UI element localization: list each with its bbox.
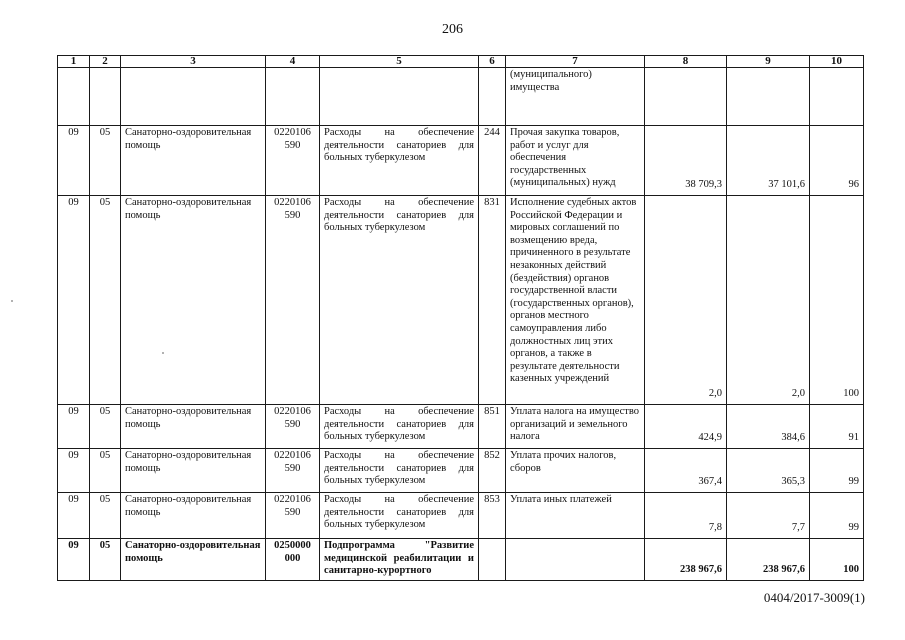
expense-type-code-cell: 852 xyxy=(479,449,506,493)
section-code-cell: 09 xyxy=(58,405,90,449)
planned-amount-cell: 367,4 xyxy=(645,449,727,493)
percent-cell: 100 xyxy=(810,196,864,405)
article-name-cell: Расходы на обеспечение деятельности санаториев для больных туберкулезом xyxy=(320,405,479,449)
target-article-cell: 0220106 590 xyxy=(266,493,320,539)
column-header: 5 xyxy=(320,56,479,68)
article-name-cell: Подпрограмма "Развитие медицинской реабилитации и санитарно-курортного xyxy=(320,539,479,581)
table-row xyxy=(58,493,864,539)
subsection-code-cell: 05 xyxy=(90,126,121,196)
subsection-code-cell: 05 xyxy=(90,449,121,493)
section-name-cell: Санаторно-оздоровительная помощь xyxy=(121,449,266,493)
subsection-code-cell xyxy=(90,68,121,126)
article-name-cell: Расходы на обеспечение деятельности санаториев для больных туберкулезом xyxy=(320,126,479,196)
expense-type-code-cell: 851 xyxy=(479,405,506,449)
actual-amount-cell: 365,3 xyxy=(727,449,810,493)
target-article-cell xyxy=(266,68,320,126)
column-header: 7 xyxy=(506,56,645,68)
expense-type-code-cell xyxy=(479,539,506,581)
planned-amount-cell: 2,0 xyxy=(645,196,727,405)
expense-type-name-cell: Прочая закупка товаров, работ и услуг для обеспечения государственных (муниципальных) нужд xyxy=(506,126,645,196)
table-row xyxy=(58,449,864,493)
section-code-cell xyxy=(58,68,90,126)
table-row xyxy=(58,539,864,581)
column-header: 2 xyxy=(90,56,121,68)
scan-speck xyxy=(11,300,13,302)
column-header: 9 xyxy=(727,56,810,68)
article-name-cell: Расходы на обеспечение деятельности санаториев для больных туберкулезом xyxy=(320,493,479,539)
percent-cell: 99 xyxy=(810,449,864,493)
article-name-cell: Расходы на обеспечение деятельности санаториев для больных туберкулезом xyxy=(320,196,479,405)
actual-amount-cell: 37 101,6 xyxy=(727,126,810,196)
planned-amount-cell: 7,8 xyxy=(645,493,727,539)
percent-cell: 91 xyxy=(810,405,864,449)
target-article-cell: 0220106 590 xyxy=(266,126,320,196)
actual-amount-cell: 2,0 xyxy=(727,196,810,405)
table-row xyxy=(58,126,864,196)
actual-amount-cell: 238 967,6 xyxy=(727,539,810,581)
subsection-code-cell: 05 xyxy=(90,493,121,539)
target-article-cell: 0220106 590 xyxy=(266,405,320,449)
expense-type-code-cell xyxy=(479,68,506,126)
expense-type-name-cell: (муниципального) имущества xyxy=(506,68,645,126)
section-code-cell: 09 xyxy=(58,449,90,493)
percent-cell: 100 xyxy=(810,539,864,581)
budget-table xyxy=(57,55,864,581)
expense-type-code-cell: 831 xyxy=(479,196,506,405)
column-header: 8 xyxy=(645,56,727,68)
actual-amount-cell xyxy=(727,68,810,126)
planned-amount-cell xyxy=(645,68,727,126)
scan-speck xyxy=(162,352,164,354)
percent-cell: 96 xyxy=(810,126,864,196)
subsection-code-cell: 05 xyxy=(90,405,121,449)
expense-type-name-cell: Исполнение судебных актов Российской Федерации и мировых соглашений по возмещению вреда, причиненного в результате незаконных действий (бездействия) органов государственной власти (государственных органов), органов местного самоуправления либо должностных лиц этих органов, а также в результате деятельности казенных учреждений xyxy=(506,196,645,405)
expense-type-code-cell: 244 xyxy=(479,126,506,196)
actual-amount-cell: 384,6 xyxy=(727,405,810,449)
column-header: 4 xyxy=(266,56,320,68)
table-row xyxy=(58,405,864,449)
planned-amount-cell: 38 709,3 xyxy=(645,126,727,196)
expense-type-name-cell: Уплата прочих налогов, сборов xyxy=(506,449,645,493)
section-name-cell: Санаторно-оздоровительная помощь xyxy=(121,539,266,581)
expense-type-name-cell: Уплата налога на имущество организаций и земельного налога xyxy=(506,405,645,449)
section-name-cell: Санаторно-оздоровительная помощь xyxy=(121,126,266,196)
column-header: 1 xyxy=(58,56,90,68)
column-header: 3 xyxy=(121,56,266,68)
table-row xyxy=(58,68,864,126)
section-name-cell xyxy=(121,68,266,126)
percent-cell: 99 xyxy=(810,493,864,539)
expense-type-name-cell: Уплата иных платежей xyxy=(506,493,645,539)
planned-amount-cell: 238 967,6 xyxy=(645,539,727,581)
section-code-cell: 09 xyxy=(58,196,90,405)
expense-type-name-cell xyxy=(506,539,645,581)
expense-type-code-cell: 853 xyxy=(479,493,506,539)
section-name-cell: Санаторно-оздоровительная помощь xyxy=(121,405,266,449)
percent-cell xyxy=(810,68,864,126)
column-header: 6 xyxy=(479,56,506,68)
section-code-cell: 09 xyxy=(58,539,90,581)
section-name-cell: Санаторно-оздоровительная помощь xyxy=(121,493,266,539)
page-number: 206 xyxy=(442,22,463,37)
document-number: 0404/2017-3009(1) xyxy=(763,590,865,605)
planned-amount-cell: 424,9 xyxy=(645,405,727,449)
subsection-code-cell: 05 xyxy=(90,196,121,405)
table-row xyxy=(58,196,864,405)
column-header: 10 xyxy=(810,56,864,68)
subsection-code-cell: 05 xyxy=(90,539,121,581)
actual-amount-cell: 7,7 xyxy=(727,493,810,539)
section-code-cell: 09 xyxy=(58,126,90,196)
target-article-cell: 0220106 590 xyxy=(266,449,320,493)
article-name-cell: Расходы на обеспечение деятельности санаториев для больных туберкулезом xyxy=(320,449,479,493)
section-code-cell: 09 xyxy=(58,493,90,539)
header-row xyxy=(58,56,864,68)
section-name-cell: Санаторно-оздоровительная помощь xyxy=(121,196,266,405)
article-name-cell xyxy=(320,68,479,126)
target-article-cell: 0250000 000 xyxy=(266,539,320,581)
target-article-cell: 0220106 590 xyxy=(266,196,320,405)
